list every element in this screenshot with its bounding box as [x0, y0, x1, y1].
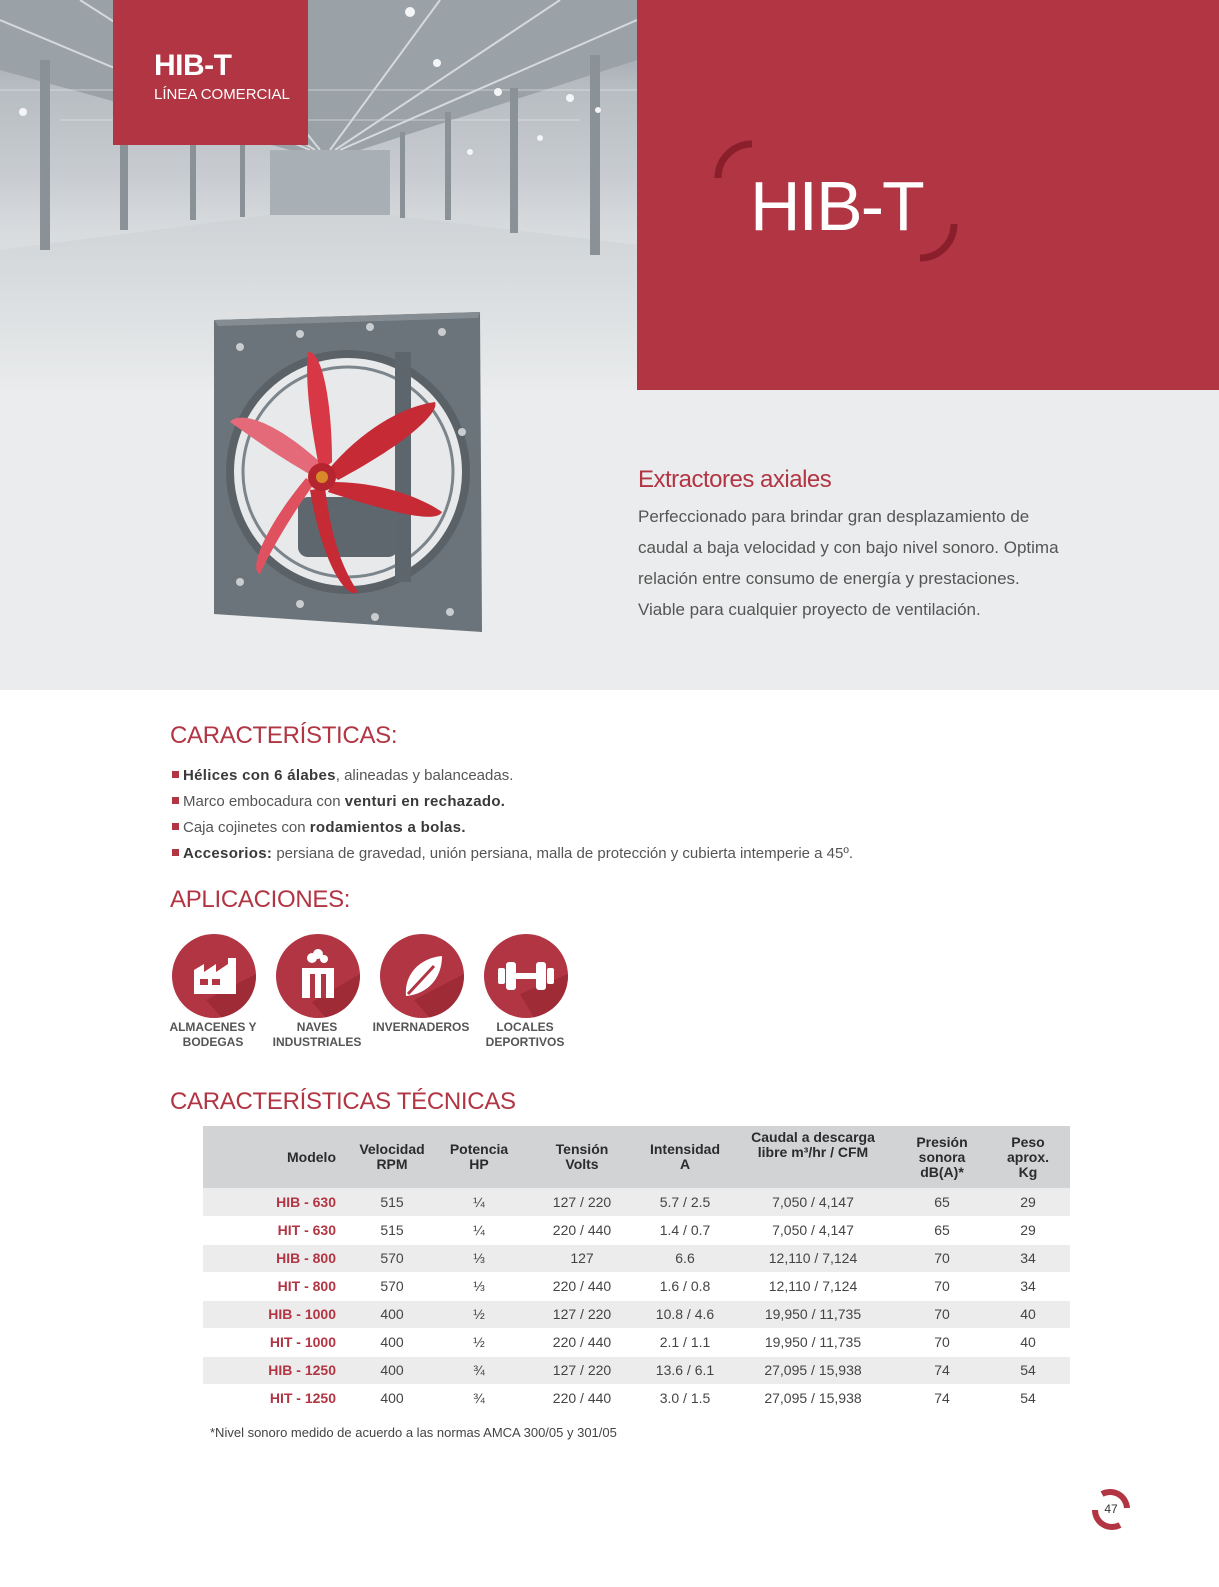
model-cell: HIB - 1000: [203, 1300, 348, 1328]
application-label: INDUSTRIALES: [272, 1035, 362, 1049]
table-cell: 400: [348, 1384, 436, 1412]
table-cell: 40: [986, 1300, 1070, 1328]
table-cell: 220 / 440: [522, 1272, 642, 1300]
table-cell: 7,050 / 4,147: [728, 1216, 898, 1244]
feature-bold: Accesorios:: [183, 845, 273, 862]
table-cell: 127 / 220: [522, 1356, 642, 1384]
table-cell: 1.4 / 0.7: [642, 1216, 728, 1244]
bullet-icon: [172, 797, 179, 804]
feature-text: Marco embocadura con: [183, 793, 345, 810]
factory-icon: [276, 934, 360, 1018]
feature-bold: venturi en rechazado.: [344, 793, 506, 810]
table-row: [203, 1300, 1070, 1328]
column-header: Tensión Volts: [522, 1126, 642, 1188]
column-header: Caudal a descarga libre m³/hr / CFM: [728, 1126, 898, 1188]
table-cell: 74: [898, 1356, 986, 1384]
table-cell: 220 / 440: [522, 1328, 642, 1356]
applications-heading: APLICACIONES:: [170, 886, 351, 913]
series-tag-subtitle: LÍNEA COMERCIAL: [154, 86, 290, 103]
table-cell: 515: [348, 1188, 436, 1216]
page-number: [1090, 1488, 1132, 1530]
feature-item: [172, 841, 853, 867]
model-cell: HIT - 1250: [203, 1384, 348, 1412]
application-label: BODEGAS: [182, 1035, 244, 1049]
column-header: Intensidad A: [642, 1126, 728, 1188]
table-cell: 54: [986, 1356, 1070, 1384]
table-row: [203, 1244, 1070, 1272]
table-cell: 3.0 / 1.5: [642, 1384, 728, 1412]
application-label: NAVES: [296, 1020, 338, 1034]
hero-red-panel: [637, 0, 1219, 390]
table-cell: 220 / 440: [522, 1384, 642, 1412]
table-cell: 34: [986, 1244, 1070, 1272]
model-cell: HIT - 800: [203, 1272, 348, 1300]
table-cell: 10.8 / 4.6: [642, 1300, 728, 1328]
column-header: Modelo: [203, 1126, 348, 1188]
table-cell: 12,110 / 7,124: [728, 1272, 898, 1300]
table-cell: 220 / 440: [522, 1216, 642, 1244]
table-row: [203, 1272, 1070, 1300]
table-cell: 70: [898, 1328, 986, 1356]
model-cell: HIB - 800: [203, 1244, 348, 1272]
table-cell: 65: [898, 1188, 986, 1216]
table-cell: 27,095 / 15,938: [728, 1384, 898, 1412]
model-cell: HIB - 630: [203, 1188, 348, 1216]
feature-bold: Hélices con 6 álabes: [183, 767, 336, 784]
table-cell: 515: [348, 1216, 436, 1244]
features-heading: CARACTERÍSTICAS:: [170, 722, 398, 749]
table-cell: 400: [348, 1356, 436, 1384]
application-label: ALMACENES Y: [169, 1020, 257, 1034]
table-cell: ⅓: [436, 1244, 522, 1272]
table-cell: ½: [436, 1300, 522, 1328]
dumbbell-icon: [484, 934, 568, 1018]
series-tag: [113, 0, 308, 145]
table-cell: 6.6: [642, 1244, 728, 1272]
table-cell: 54: [986, 1384, 1070, 1412]
table-cell: 40: [986, 1328, 1070, 1356]
table-cell: 13.6 / 6.1: [642, 1356, 728, 1384]
specs-table: [203, 1126, 1070, 1413]
bullet-icon: [172, 823, 179, 830]
feature-bold: rodamientos a bolas.: [309, 819, 466, 836]
series-tag-title: HIB-T: [154, 49, 232, 82]
table-row: [203, 1216, 1070, 1244]
table-cell: 29: [986, 1216, 1070, 1244]
footnote: *Nivel sonoro medido de acuerdo a las normas AMCA 300/05 y 301/05: [210, 1425, 617, 1440]
application-label: LOCALES: [496, 1020, 554, 1034]
table-cell: 29: [986, 1188, 1070, 1216]
column-header: Velocidad RPM: [348, 1126, 436, 1188]
table-cell: 65: [898, 1216, 986, 1244]
model-cell: HIT - 1000: [203, 1328, 348, 1356]
table-cell: 12,110 / 7,124: [728, 1244, 898, 1272]
table-cell: 127: [522, 1244, 642, 1272]
table-row: [203, 1384, 1070, 1412]
column-header: Presión sonora dB(A)*: [898, 1126, 986, 1188]
table-row: [203, 1328, 1070, 1356]
feature-item: [172, 763, 853, 789]
table-cell: 19,950 / 11,735: [728, 1328, 898, 1356]
bullet-icon: [172, 771, 179, 778]
feature-item: [172, 815, 853, 841]
table-cell: 27,095 / 15,938: [728, 1356, 898, 1384]
table-cell: 74: [898, 1384, 986, 1412]
table-cell: ¼: [436, 1216, 522, 1244]
warehouse-icon: [172, 934, 256, 1018]
table-cell: 570: [348, 1272, 436, 1300]
specs-heading: CARACTERÍSTICAS TÉCNICAS: [170, 1088, 516, 1115]
table-cell: 400: [348, 1328, 436, 1356]
table-cell: ¼: [436, 1188, 522, 1216]
table-row: [203, 1356, 1070, 1384]
table-cell: 2.1 / 1.1: [642, 1328, 728, 1356]
model-cell: HIB - 1250: [203, 1356, 348, 1384]
application-label: INVERNADEROS: [372, 1020, 470, 1034]
table-cell: 70: [898, 1244, 986, 1272]
table-row: [203, 1188, 1070, 1216]
table-cell: 570: [348, 1244, 436, 1272]
specs-table-body: [203, 1188, 1070, 1412]
table-cell: 5.7 / 2.5: [642, 1188, 728, 1216]
column-header: Peso aprox. Kg: [986, 1126, 1070, 1188]
bracket-close-icon: [912, 216, 960, 264]
hero-title: HIB-T: [750, 167, 923, 245]
table-cell: 7,050 / 4,147: [728, 1188, 898, 1216]
feature-text: Caja cojinetes con: [183, 819, 310, 836]
feature-text: persiana de gravedad, unión persiana, malla de protección y cubierta intemperie a 45º.: [272, 845, 854, 862]
table-cell: ¾: [436, 1356, 522, 1384]
bullet-icon: [172, 849, 179, 856]
page-number-label: 47: [1104, 1502, 1118, 1516]
table-cell: 70: [898, 1300, 986, 1328]
model-cell: HIT - 630: [203, 1216, 348, 1244]
leaf-icon: [380, 934, 464, 1018]
intro-subtitle: Extractores axiales: [638, 466, 832, 493]
table-cell: 34: [986, 1272, 1070, 1300]
table-cell: 127 / 220: [522, 1300, 642, 1328]
table-cell: ½: [436, 1328, 522, 1356]
table-cell: 19,950 / 11,735: [728, 1300, 898, 1328]
feature-text: , alineadas y balanceadas.: [335, 767, 514, 784]
table-cell: 1.6 / 0.8: [642, 1272, 728, 1300]
axial-fan-image: [210, 312, 490, 642]
column-header: Potencia HP: [436, 1126, 522, 1188]
table-cell: ⅓: [436, 1272, 522, 1300]
intro-description: Perfeccionado para brindar gran desplazamiento de caudal a baja velocidad y con bajo nivel sonoro. Optima relación entre consumo de energía y prestaciones. Viable para cualquier proyecto de ventilación.: [638, 507, 1059, 619]
application-label: DEPORTIVOS: [485, 1035, 565, 1049]
table-cell: ¾: [436, 1384, 522, 1412]
table-cell: 400: [348, 1300, 436, 1328]
table-cell: 127 / 220: [522, 1188, 642, 1216]
features-list: [172, 763, 853, 867]
feature-item: [172, 789, 853, 815]
table-header-row: [203, 1126, 1070, 1188]
table-cell: 70: [898, 1272, 986, 1300]
